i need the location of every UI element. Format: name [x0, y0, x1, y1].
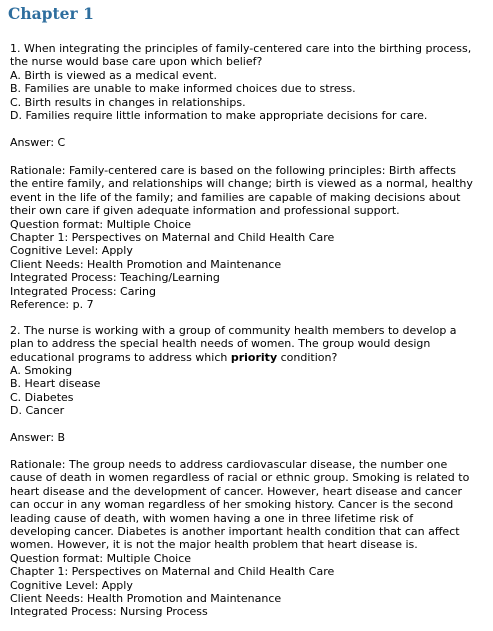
question-2-rationale: [10, 458, 469, 552]
q1-rationale-line: the entire family, and relationships will change; birth is viewed as a normal, healthy: [10, 177, 473, 191]
question-2-answer: [10, 431, 65, 444]
q1-meta-process: Integrated Process: Teaching/Learning: [10, 271, 220, 285]
q2-rationale-line: leading cause of death, with women having a one in three lifetime risk of: [10, 511, 414, 525]
q1-option-c: C. Birth results in changes in relationships.: [10, 95, 246, 109]
q1-stem-line: the nurse would base care upon which belief?: [10, 55, 263, 69]
q2-option-d: D. Cancer: [10, 404, 65, 418]
question-2-options: [10, 364, 100, 418]
q2-option-a: A. Smoking: [10, 364, 73, 377]
question-1-options: [10, 69, 427, 123]
q2-stem-text: educational programs to address which: [10, 350, 231, 364]
q2-stem-line: 2. The nurse is working with a group of community health members to develop a: [10, 324, 457, 337]
q1-option-a: A. Birth is viewed as a medical event.: [10, 69, 217, 82]
q2-rationale-line: developing cancer. Diabetes is another important health condition that can affect: [10, 524, 460, 538]
q2-meta-format: Question format: Multiple Choice: [10, 551, 192, 565]
q1-rationale-line: Rationale: Family-centered care is based on the following principles: Birth affects: [10, 164, 457, 177]
q2-option-c: C. Diabetes: [10, 390, 74, 404]
q2-rationale-line: women. However, it is not the major health problem that heart disease is.: [10, 538, 418, 552]
question-1-answer: [10, 136, 65, 149]
q1-meta-chapter: Chapter 1: Perspectives on Maternal and Child Health Care: [10, 230, 335, 244]
q2-rationale-line: Rationale: The group needs to address cardiovascular disease, the number one: [10, 458, 448, 471]
q2-stem-line: plan to address the special health needs of women. The group would design: [10, 337, 431, 351]
q1-stem-line: 1. When integrating the principles of family-centered care into the birthing process,: [10, 42, 472, 55]
q2-meta-client-needs: Client Needs: Health Promotion and Maintenance: [10, 591, 282, 605]
question-1-rationale: [10, 164, 473, 218]
q2-stem-text: condition?: [277, 350, 338, 364]
q1-meta-format: Question format: Multiple Choice: [10, 217, 192, 231]
q2-stem-line: [10, 351, 457, 364]
q2-rationale-line: heart disease and the development of cancer. However, heart disease and cancer: [10, 484, 462, 498]
q1-option-d: D. Families require little information to make appropriate decisions for care.: [10, 109, 428, 123]
q1-rationale-line: their own care if given adequate information and professional support.: [10, 204, 400, 218]
q2-option-b: B. Heart disease: [10, 377, 101, 391]
q2-rationale-line: cause of death in women regardless of racial or ethnic group. Smoking is related to: [10, 471, 470, 485]
q1-rationale-line: event in the life of the family; and families are capable of making decisions about: [10, 190, 461, 204]
question-2-stem: [10, 324, 457, 364]
question-1-metadata: [10, 218, 334, 312]
q2-meta-chapter: Chapter 1: Perspectives on Maternal and Child Health Care: [10, 565, 335, 579]
q1-meta-process: Integrated Process: Caring: [10, 284, 156, 298]
q1-answer: Answer: C: [10, 136, 66, 149]
q2-priority-emphasis: priority: [230, 350, 278, 364]
q1-option-b: B. Families are unable to make informed choices due to stress.: [10, 82, 356, 96]
q1-meta-reference: Reference: p. 7: [10, 297, 94, 311]
question-2-metadata: [10, 552, 334, 619]
q1-meta-cognitive: Cognitive Level: Apply: [10, 244, 133, 258]
q2-rationale-line: can occur in any woman regardless of her smoking history. Cancer is the second: [10, 498, 454, 512]
question-1-stem: [10, 42, 471, 69]
chapter-title: Chapter 1: [8, 4, 94, 23]
q2-meta-process: Integrated Process: Nursing Process: [10, 605, 208, 619]
q2-meta-cognitive: Cognitive Level: Apply: [10, 578, 133, 592]
q2-answer: Answer: B: [10, 431, 66, 444]
q1-meta-client-needs: Client Needs: Health Promotion and Maintenance: [10, 257, 282, 271]
